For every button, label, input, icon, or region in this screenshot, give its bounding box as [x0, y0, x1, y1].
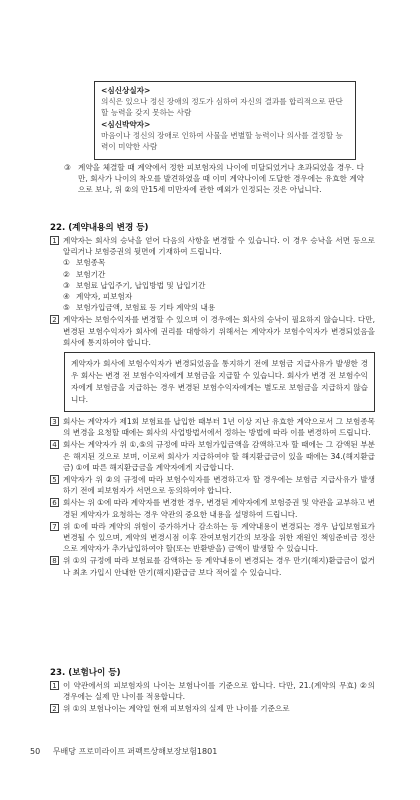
- product-name: 무배당 프로미라이프 퍼펙트상해보장보험1801: [52, 747, 218, 756]
- paragraph-text: 이 약관에서의 피보험자의 나이는 보험나이를 기준으로 합니다. 다만, 21.(계약의 무효) ②의 경우에는 실제 만 나이를 적용합니다.: [63, 681, 375, 702]
- paragraph: [50, 555, 375, 577]
- paragraph-number: 1: [50, 236, 59, 245]
- paragraph-number: 7: [50, 522, 59, 531]
- item-text: 보험종목: [76, 258, 106, 268]
- paragraph-number: 2: [50, 704, 59, 713]
- list-item: [63, 257, 375, 268]
- paragraph: [50, 497, 375, 519]
- definition-box: [94, 81, 356, 160]
- paragraph: [50, 314, 375, 348]
- paragraph-number: 3: [50, 417, 59, 426]
- paragraph-number: 6: [50, 498, 59, 507]
- list-item: [63, 291, 375, 302]
- paragraph: [50, 474, 375, 496]
- paragraph-text: 회사는 위 ①에 따라 계약자를 변경한 경우, 변경된 계약자에게 보험증권 및 약관을 교부하고 변경된 계약자가 요청하는 경우 약관의 중요한 내용을 설명하여 드립니다.: [63, 498, 376, 519]
- paragraph: [50, 416, 375, 438]
- item-marker: ④: [63, 292, 70, 302]
- paragraph-text: 위 ①의 규정에 따라 보험료를 감액하는 등 계약내용이 변경되는 경우 만기(해지)환급금이 없거나 최초 가입시 안내한 만기(해지)환급금 보다 적어질 수 있습니다.: [63, 556, 375, 577]
- paragraph-number: 2: [50, 315, 59, 324]
- item-marker: ①: [63, 258, 70, 268]
- item-text: 계약을 체결할 때 계약에서 정한 피보험자의 나이에 미달되었거나 초과되었을 경우. 다만, 회사가 나이의 착오를 발견하였을 때 이미 계약나이에 도달한 경우에는 유효한 계약으로 보나, 위 ②의 만15세 미만자에 관한 예외가 인정되는 것은 아닙니다.: [78, 163, 364, 195]
- paragraph-text: 계약자는 보험수익자를 변경할 수 있으며 이 경우에는 회사의 승낙이 필요하지 않습니다. 다만, 변경된 보험수익자가 회사에 권리를 대항하기 위해서는 계약자가 보험수익자가 변경되었음을 회사에 통지하여야 합니다.: [63, 315, 375, 347]
- item-text: 보험기간: [76, 269, 106, 279]
- list-item: [63, 269, 375, 280]
- section-title: 23. (보험나이 등): [50, 668, 121, 678]
- section-22: [50, 222, 375, 578]
- paragraph-text: 위 ①의 보험나이는 계약일 현재 피보험자의 실제 만 나이를 기준으로: [63, 704, 290, 714]
- paragraph: [50, 680, 375, 702]
- definition-desc: 의식은 있으나 정신 장애의 정도가 심하여 자신의 결과를 합리적으로 판단할 능력을 갖지 못하는 사람: [101, 97, 343, 118]
- paragraph-text: 회사는 계약자가 제1회 보험료를 납입한 때부터 1년 이상 지난 유효한 계약으로서 그 보험종목의 변경을 요청할 때에는 회사의 사업방법서에서 정하는 방법에 따라 이를 변경하여 드립니다.: [63, 417, 375, 438]
- paragraph: [50, 235, 375, 257]
- item-text: 계약자, 피보험자: [76, 292, 133, 302]
- paragraph: [50, 439, 375, 473]
- page-footer: [30, 746, 227, 757]
- paragraph-number: 5: [50, 475, 59, 484]
- definition-term: <심신박약자>: [101, 119, 151, 129]
- list-item: [64, 162, 364, 196]
- paragraph-text: 위 ①에 따라 계약의 위험이 증가하거나 감소하는 등 계약내용이 변경되는 경우 납입보험료가 변경될 수 있으며, 계약의 변경시점 이후 잔여보험기간의 보장을 위한 재원인 책임준비금 정산으로 계약자가 추가납입하여야 할(또는 반환받을) 금액이 발생할 수 있습니다.: [63, 521, 375, 554]
- page-number: 50: [30, 747, 41, 756]
- item-marker: ③: [63, 280, 70, 290]
- item-marker: ②: [63, 269, 70, 279]
- paragraph-text: 계약자가 위 ②의 규정에 따라 보험수익자를 변경하고자 할 경우에는 보험금 지급사유가 발생하기 전에 피보험자가 서면으로 동의하여야 합니다.: [63, 475, 375, 496]
- paragraph-number: 1: [50, 681, 59, 690]
- paragraph: [50, 521, 375, 555]
- list-item: [63, 302, 375, 313]
- note-box: 계약자가 회사에 보험수익자가 변경되었음을 통지하기 전에 보험금 지급사유가 발생한 경우 회사는 변경 전 보험수익자에게 보험금을 지급할 수 있습니다. 회사가 변경 전 보험수익자에게 보험금을 지급하는 경우 변경된 보험수익자에게는 별도로 보험금을 지급하지 않습니다.: [64, 352, 375, 412]
- paragraph-text: 계약자는 회사의 승낙을 얻어 다음의 사항을 변경할 수 있습니다. 이 경우 승낙을 서면 등으로 알리거나 보험증권의 뒷면에 기재하여 드립니다.: [63, 236, 375, 257]
- item-text: 보험가입금액, 보험료 등 기타 계약의 내용: [76, 303, 216, 313]
- item-text: 보험료 납입주기, 납입방법 및 납입기간: [76, 280, 206, 290]
- section-title: 22. (계약내용의 변경 등): [50, 223, 149, 233]
- definition-term: <심신상실자>: [101, 86, 151, 95]
- definition-desc: 마음이나 정신의 장애로 인하여 사물을 변별할 능력이나 의사를 결정할 능력이 미약한 사람: [101, 130, 343, 152]
- item-marker: ⑤: [63, 303, 70, 313]
- paragraph-number: 8: [50, 556, 59, 565]
- item-marker: ③: [64, 163, 71, 172]
- sub-list: [50, 257, 375, 313]
- paragraph-number: 4: [50, 440, 59, 449]
- section-23: [50, 667, 375, 715]
- list-item: [63, 280, 375, 291]
- paragraph: [50, 703, 375, 714]
- paragraph-text: 회사는 계약자가 위 ①,⑤의 규정에 따라 보험가입금액을 감액하고자 할 때에는 그 감액된 부분은 해지된 것으로 보며, 이로써 회사가 지급하여야 할 해지환급금이 있을 때에는 34.(해지환급금) ①에 따른 해지환급금을 계약자에게 지급합니다.: [63, 440, 375, 472]
